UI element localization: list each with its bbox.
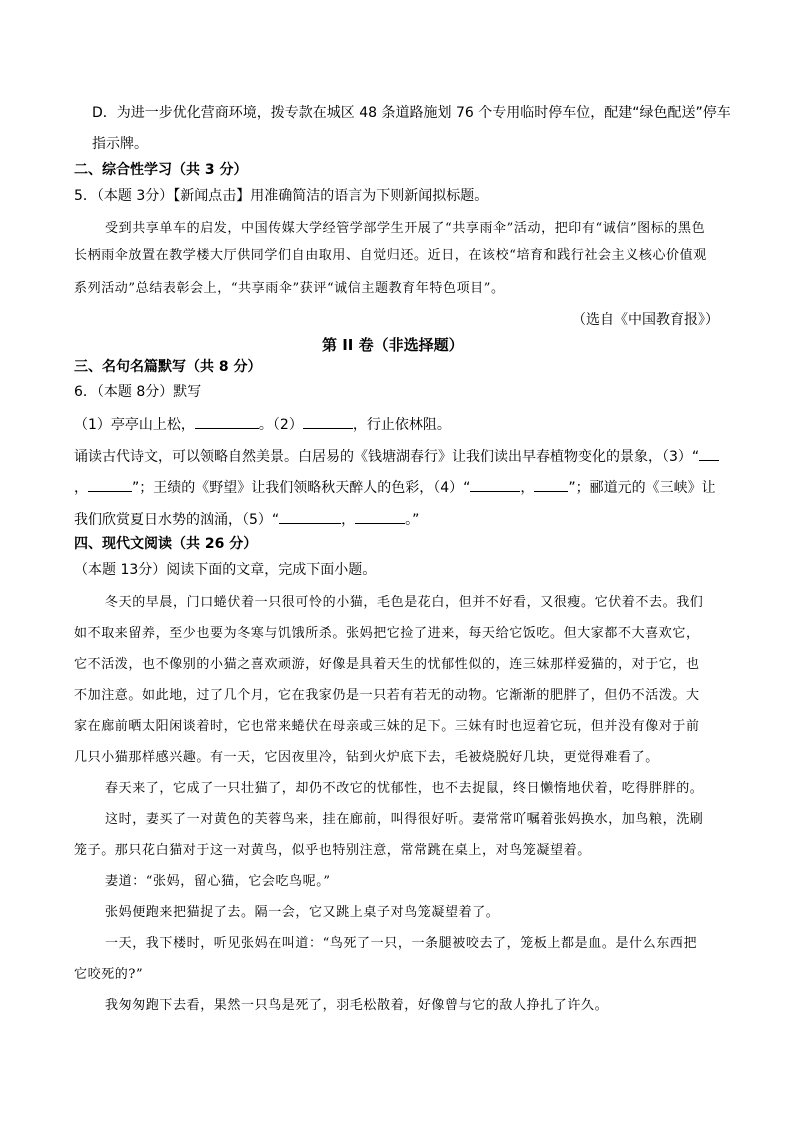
dictation-text: 诵读古代诗文，可以领略自然美景。白居易的《钱塘湖春行》让我们读出早春植物变化的景象，（3）“	[74, 449, 700, 465]
answer-blank-5a[interactable]	[279, 508, 341, 524]
dictation-line-d	[74, 508, 419, 530]
passage-line: 妻道：“张妈，留心猫，它会吃鸟呢。”	[105, 874, 331, 889]
dictation-text: ，	[74, 480, 88, 496]
passage-line: 不加注意。如此地，过了几个月，它在我家仍是一只若有若无的动物。它渐渐的肥胖了，但仍不活泼。大	[74, 688, 700, 703]
answer-blank-3a[interactable]	[699, 445, 719, 461]
answer-blank-2[interactable]	[303, 413, 353, 429]
passage-line: 笼子。那只花白猫对于这一对黄鸟，似乎也特别注意，常常跳在桌上，对鸟笼凝望着。	[74, 843, 591, 858]
section4-intro: （本题 13分）阅读下面的文章，完成下面小题。	[74, 562, 377, 578]
passage-line: 一天，我下楼时，听见张妈在叫道：“鸟死了一只，一条腿被咬去了，笼板上都是血。是什么东西把	[105, 936, 698, 951]
section4-heading: 四、现代文阅读（共 26 分）	[74, 536, 258, 552]
news-line-1: 受到共享单车的启发，中国传媒大学经管学部学生开展了“共享雨伞”活动，把印有“诚信”图标的黑色	[105, 221, 706, 236]
passage-line: 如不取来留养，至少也要为冬寒与饥饿所杀。张妈把它捡了进来，每天给它饭吃。但大家都不大喜欢它，	[74, 626, 700, 641]
dictation-text: 。”	[405, 512, 420, 528]
answer-blank-4a[interactable]	[470, 476, 520, 492]
dictation-text: 。（2）	[258, 417, 303, 433]
passage-line: 它咬死的?”	[74, 967, 144, 982]
dictation-line-a	[74, 413, 451, 435]
question-5: 5．（本题 3分）【新闻点击】用准确简洁的语言为下则新闻拟标题。	[74, 188, 489, 204]
dictation-line-b	[74, 445, 719, 467]
news-source: （选自《中国教育报》）	[572, 312, 719, 328]
section3-heading: 三、名句名篇默写（共 8 分）	[74, 359, 262, 375]
option-d-line2: 指示牌。	[92, 136, 148, 152]
news-line-3: 系列活动”总结表彰会上，“共享雨伞”获评“诚信主题教育年特色项目”。	[74, 281, 505, 296]
dictation-text: 我们欣赏夏日水势的汹涌，（5）“	[74, 512, 280, 528]
dictation-text: ”；郦道元的《三峡》让	[568, 480, 716, 496]
news-line-2: 长柄雨伞放置在教学楼大厅供同学们自由取用、自觉归还。近日，在该校“培育和践行社会主义核心价值观	[74, 248, 707, 263]
question-6: 6．（本题 8分）默写	[74, 384, 202, 400]
passage-line: 春天来了，它成了一只壮猫了，却仍不改它的忧郁性，也不去捉鼠，终日懒惰地伏着，吃得胖胖的。	[105, 781, 704, 796]
dictation-line-c	[74, 476, 716, 498]
passage-line: 家在廊前晒太阳闲谈着时，它也常来蜷伏在母亲或三妹的足下。三妹有时也逗着它玩，但并没有像对于前	[74, 719, 700, 734]
part2-title: 第 II 卷（非选择题）	[322, 336, 464, 354]
answer-blank-5b[interactable]	[355, 508, 405, 524]
answer-blank-3b[interactable]	[88, 476, 132, 492]
passage-line: 我匆匆跑下去看，果然一只鸟是死了，羽毛松散着，好像曾与它的敌人挣扎了许久。	[105, 998, 609, 1013]
section2-heading: 二、综合性学习（共 3 分）	[74, 162, 248, 178]
passage-line: 张妈便跑来把猫捉了去。隔一会，它又跳上桌子对鸟笼凝望着了。	[105, 905, 500, 920]
answer-blank-1[interactable]	[195, 413, 259, 429]
option-d-line1: D．为进一步优化营商环境，拨专款在城区 48 条道路施划 76 个专用临时停车位，配建“绿色配送”停车	[92, 105, 731, 121]
answer-blank-4b[interactable]	[534, 476, 568, 492]
passage-line: 它不活泼，也不像别的小猫之喜欢顽游，好像是具着天生的忧郁性似的，连三妹那样爱猫的，对于它，也	[74, 657, 700, 672]
dictation-text: ，	[341, 512, 356, 528]
passage-line: 几只小猫那样感兴趣。有一天，它因夜里冷，钻到火炉底下去，毛被烧脱好几块，更觉得难看了。	[74, 750, 659, 765]
passage-line: 这时，妻买了一对黄色的芙蓉鸟来，挂在廊前，叫得很好听。妻常常吖嘱着张妈换水，加鸟粮，洗刷	[105, 812, 704, 827]
dictation-text: ”；王绩的《野望》让我们领略秋天醉人的色彩，（4）“	[132, 480, 471, 496]
dictation-text: （1）亭亭山上松，	[74, 417, 195, 433]
dictation-text: ，行止依林阻。	[352, 417, 451, 433]
passage-line: 冬天的早晨，门口蜷伏着一只很可怜的小猫，毛色是花白，但并不好看，又很瘦。它伏着不去。我们	[105, 595, 704, 610]
dictation-text: ，	[520, 480, 535, 496]
